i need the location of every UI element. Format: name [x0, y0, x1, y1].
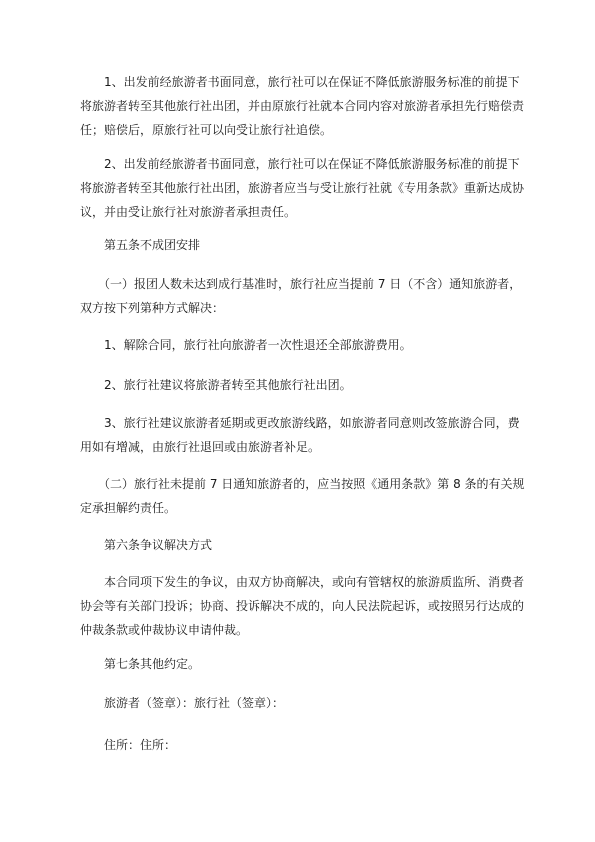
text-line: 将旅游者转至其他旅行社出团，并由原旅行社就本合同内容对旅游者承担先行赔偿责 [80, 99, 525, 113]
paragraph-clause-2 [80, 152, 525, 224]
text-line: 旅游者（签章）：旅行社（签章）： [104, 696, 285, 710]
text-line: 第六条争议解决方式 [104, 538, 213, 552]
text-line: 任；赔偿后，原旅行社可以向受让旅行社追偿。 [80, 123, 333, 137]
text-line: 1、出发前经旅游者书面同意，旅行社可以在保证不降低旅游服务标准的前提下 [80, 75, 520, 89]
text-line: 2、出发前经旅游者书面同意，旅行社可以在保证不降低旅游服务标准的前提下 [80, 157, 520, 171]
section-heading-7 [104, 652, 524, 676]
address-line [104, 733, 524, 757]
text-line: 仲裁条款或仲裁协议申请仲裁。 [80, 623, 249, 637]
paragraph-dispute [80, 570, 525, 642]
text-line: 双方按下列第种方式解决： [80, 301, 225, 315]
paragraph-option-3 [80, 411, 520, 459]
text-line: 将旅游者转至其他旅行社出团，旅游者应当与受让旅行社就《专用条款》重新达成协 [80, 181, 525, 195]
paragraph-clause-1 [80, 70, 525, 142]
text-line: 本合同项下发生的争议，由双方协商解决，或向有管辖权的旅游质监所、消费者 [80, 575, 525, 589]
text-line: 第五条不成团安排 [104, 238, 201, 252]
paragraph-option-2 [80, 373, 500, 397]
text-line: 住所：住所： [104, 738, 177, 752]
text-line: 第七条其他约定。 [104, 657, 201, 671]
text-line: 2、旅行社建议将旅游者转至其他旅行社出团。 [80, 378, 352, 392]
paragraph-option-1 [80, 333, 500, 357]
text-line: 用如有增减，由旅行社退回或由旅游者补足。 [80, 440, 321, 454]
section-heading-5 [104, 233, 524, 257]
signature-line [104, 691, 524, 715]
text-line: （二）旅行社未提前 7 日通知旅游者的，应当按照《通用条款》第 8 条的有关规 [80, 477, 525, 491]
text-line: 定承担解约责任。 [80, 501, 177, 515]
text-line: 协会等有关部门投诉；协商、投诉解决不成的，向人民法院起诉，或按照另行达成的 [80, 599, 525, 613]
text-line: （一）报团人数未达到成行基准时，旅行社应当提前 7 日（不含）通知旅游者， [80, 277, 522, 291]
paragraph-5-1 [80, 272, 522, 320]
text-line: 1、解除合同，旅行社向旅游者一次性退还全部旅游费用。 [80, 338, 412, 352]
paragraph-5-2 [80, 472, 525, 520]
text-line: 议，并由受让旅行社对旅游者承担责任。 [80, 205, 297, 219]
text-line: 3、旅行社建议旅游者延期或更改旅游线路，如旅游者同意则改签旅游合同，费 [80, 416, 520, 430]
section-heading-6 [104, 533, 524, 557]
